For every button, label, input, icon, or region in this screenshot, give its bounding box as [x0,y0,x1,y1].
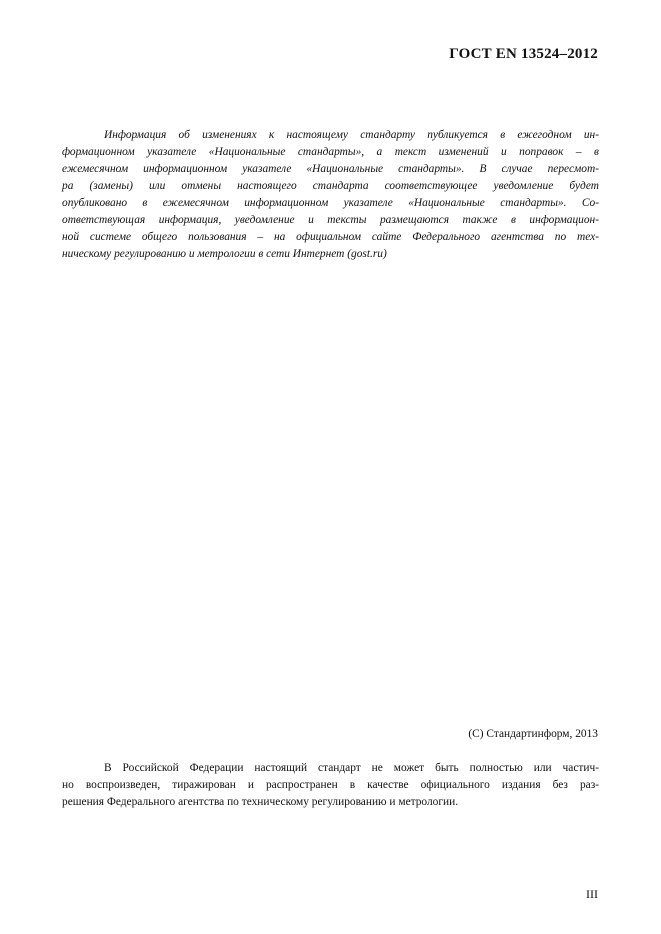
document-code: ГОСТ EN 13524–2012 [449,46,598,62]
rights-line: решения Федерального агентства по техническому регулированию и метрологии. [62,796,459,808]
notice-line: ной системе общего пользования – на официальном сайте Федерального агентства по тех- [62,231,599,243]
notice-line: ра (замены) или отмены настоящего стандарта соответствующее уведомление будет [62,180,599,192]
rights-line: В Российской Федерации настоящий стандарт не может быть полностью или частич- [104,762,599,774]
notice-line: формационном указателе «Национальные стандарты», а текст изменений и поправок – в [62,146,599,158]
notice-line: ническому регулированию и метрологии в сети Интернет (gost.ru) [62,248,387,260]
notice-line: ответствующая информация, уведомление и тексты размещаются также в информацион- [62,214,599,226]
update-notice-paragraph [62,127,599,263]
notice-line: опубликовано в ежемесячном информационном указателе «Национальные стандарты». Со- [62,197,599,209]
rights-line: но воспроизведен, тиражирован и распространен в качестве официального издания без раз- [62,779,599,791]
copyright-line: (С) Стандартинформ, 2013 [468,728,598,740]
rights-paragraph [62,760,599,811]
notice-line: ежемесячном информационном указателе «Национальные стандарты». В случае пересмот- [62,163,599,175]
notice-line: Информация об изменениях к настоящему стандарту публикуется в ежегодном ин- [104,129,599,141]
page-number: III [586,887,598,901]
